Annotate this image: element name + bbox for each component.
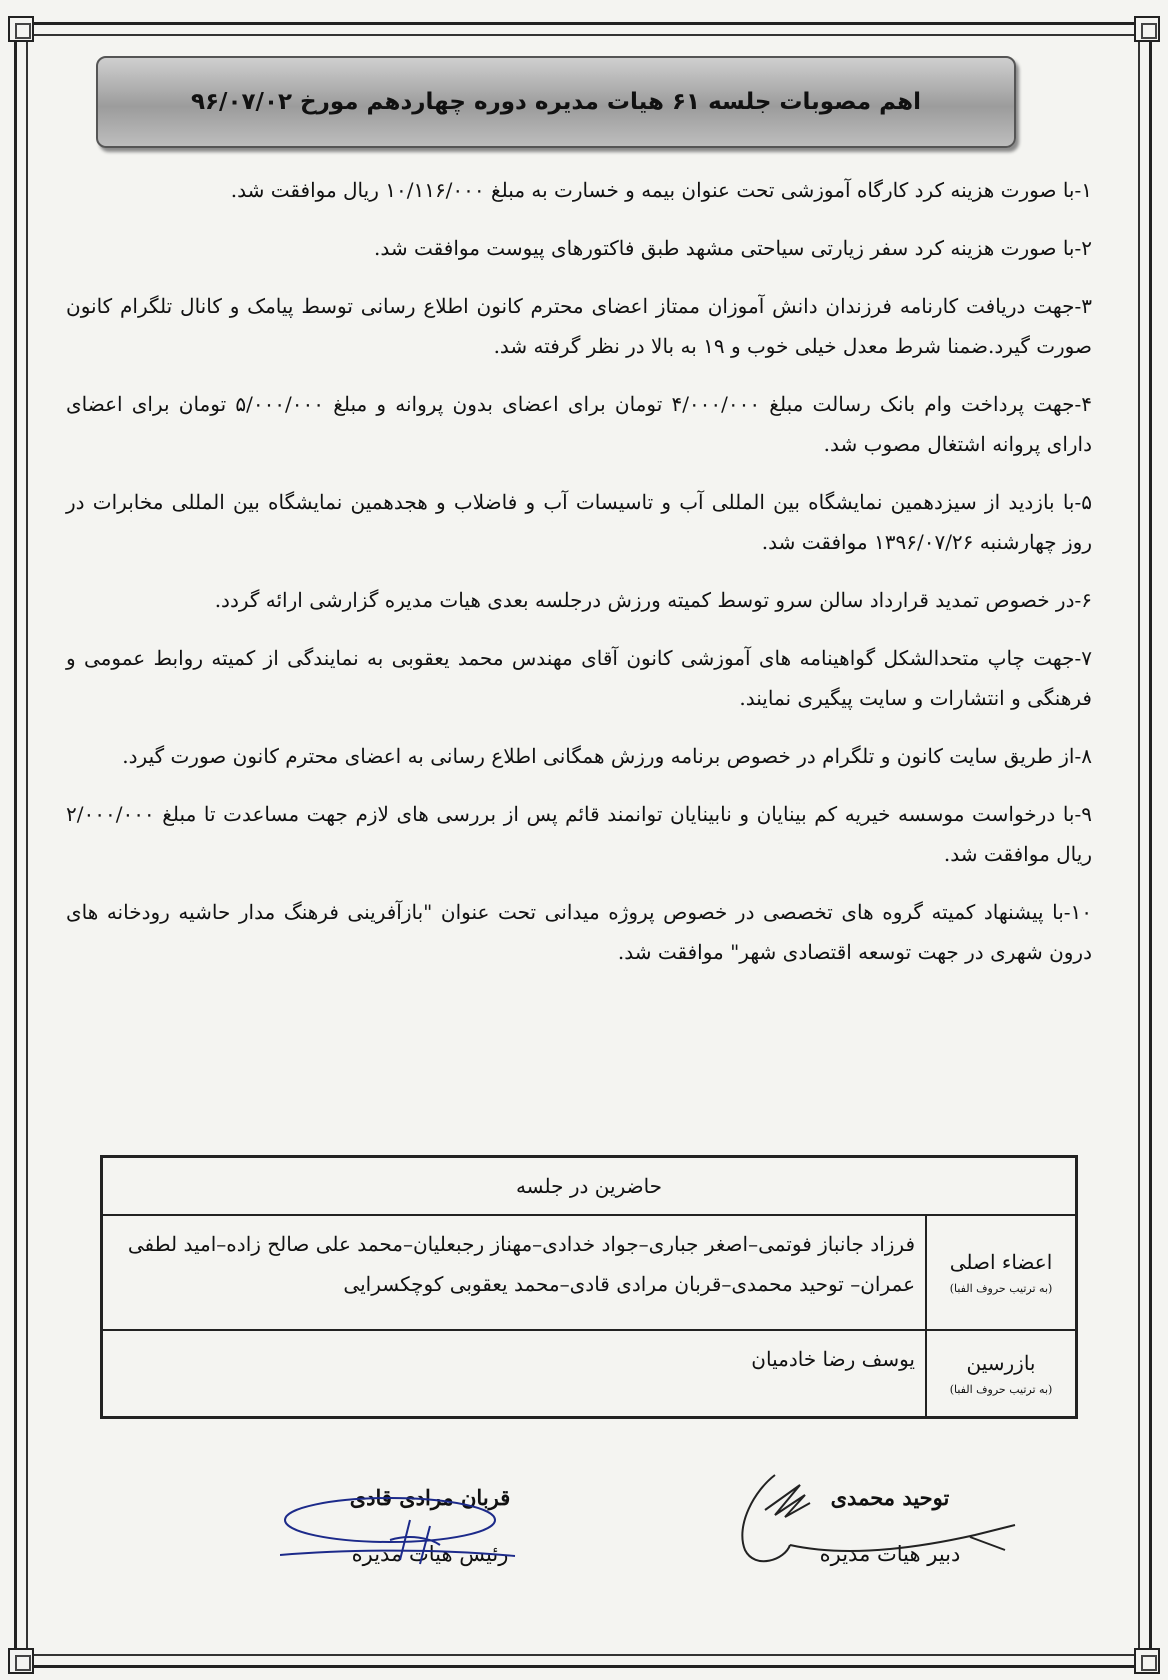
frame-corner-bottom-right — [1134, 1648, 1160, 1674]
frame-corner-bottom-left — [8, 1648, 34, 1674]
attendees-label-cell — [925, 1331, 1075, 1416]
attendees-table — [100, 1155, 1078, 1419]
frame-corner-top-left — [8, 16, 34, 42]
inspectors-names: یوسف رضا خادمیان — [751, 1347, 915, 1371]
chairman-signature — [280, 1490, 520, 1570]
chairman-name: قربان مرادی قادی — [349, 1485, 511, 1510]
resolution-item-2: ۲-با صورت هزینه کرد سفر زیارتی سیاحتی مشهد طبق فاکتورهای پیوست موافقت شد. — [374, 236, 1092, 260]
attendees-row-inspectors — [103, 1331, 1075, 1416]
members-names: فرزاد جانباز فوتمی–اصغر جباری–جواد خدادی–مهناز رجبعلیان–محمد علی صالح زاده–امید لطفی عمران– توحید محمدی–قربان مرادی قادی–محمد یعقوبی کوچکسرایی — [127, 1232, 915, 1296]
resolution-item-9: ۹-با درخواست موسسه خیریه کم بینایان و نابینایان توانمند قائم پس از بررسی های لازم جهت مساعدت تا مبلغ ۲/۰۰۰/۰۰۰ ریال موافقت شد. — [66, 802, 1092, 866]
resolution-item-1: ۱-با صورت هزینه کرد کارگاه آموزشی تحت عنوان بیمه و خسارت به مبلغ ۱۰/۱۱۶/۰۰۰ ریال موافقت شد. — [230, 178, 1092, 202]
resolution-item-5: ۵-با بازدید از سیزدهمین نمایشگاه بین المللی آب و تاسیسات آب و فاضلاب و هجدهمین نمایشگاه بین المللی مخابرات در روز چهارشنبه ۱۳۹۶/۰۷/۲۶ موافقت شد. — [66, 490, 1092, 554]
attendees-label-cell — [925, 1216, 1075, 1329]
resolution-item-3: ۳-جهت دریافت کارنامه فرزندان دانش آموزان ممتاز اعضای محترم کانون اطلاع رسانی توسط پیامک و کانال تلگرام کانون صورت گیرد.ضمنا شرط معدل خیلی خوب و ۱۹ به بالا در نظر گرفته شد. — [66, 294, 1092, 358]
inspectors-label: بازرسین — [966, 1351, 1036, 1375]
secretary-role: دبیر هیات مدیره — [819, 1542, 961, 1566]
members-sublabel: (به ترتیب حروف الفبا) — [949, 1282, 1053, 1295]
resolution-item-7: ۷-جهت چاپ متحدالشکل گواهینامه های آموزشی کانون آقای مهندس محمد یعقوبی به نمایندگی از کمیته روابط عمومی و فرهنگی و انتشارات و سایت پیگیری نمایند. — [66, 646, 1092, 710]
secretary-name: توحید محمدی — [830, 1485, 950, 1510]
attendees-row-members — [103, 1216, 1075, 1331]
chairman-role: رئیس هیات مدیره — [351, 1542, 509, 1566]
resolution-item-4: ۴-جهت پرداخت وام بانک رسالت مبلغ ۴/۰۰۰/۰۰۰ تومان برای اعضای بدون پروانه و مبلغ ۵/۰۰۰/۰۰۰ تومان برای اعضای دارای پروانه اشتغال مصوب شد. — [66, 392, 1092, 456]
members-label: اعضاء اصلی — [949, 1250, 1053, 1274]
inspectors-sublabel: (به ترتیب حروف الفبا) — [949, 1383, 1053, 1396]
resolutions-list — [66, 170, 1092, 990]
attendees-header: حاضرین در جلسه — [103, 1158, 1075, 1216]
resolution-item-6: ۶-در خصوص تمدید قرارداد سالن سرو توسط کمیته ورزش درجلسه بعدی هیات مدیره گزارشی ارائه گردد. — [214, 588, 1092, 612]
resolution-item-10: ۱۰-با پیشنهاد کمیته گروه های تخصصی در خصوص پروژه میدانی تحت عنوان "بازآفرینی فرهنگ مدار حاشیه رودخانه های درون شهری در جهت توسعه اقتصادی شهر" موافقت شد. — [66, 900, 1092, 964]
resolution-item-8: ۸-از طریق سایت کانون و تلگرام در خصوص برنامه ورزش همگانی اطلاع رسانی به اعضای محترم کانون صورت گیرد. — [122, 744, 1092, 768]
title-banner — [96, 56, 1016, 148]
secretary-signature — [715, 1455, 1035, 1585]
document-title: اهم مصوبات جلسه ۶۱ هیات مدیره دوره چهاردهم مورخ ۹۶/۰۷/۰۲ — [190, 89, 922, 115]
frame-corner-top-right — [1134, 16, 1160, 42]
